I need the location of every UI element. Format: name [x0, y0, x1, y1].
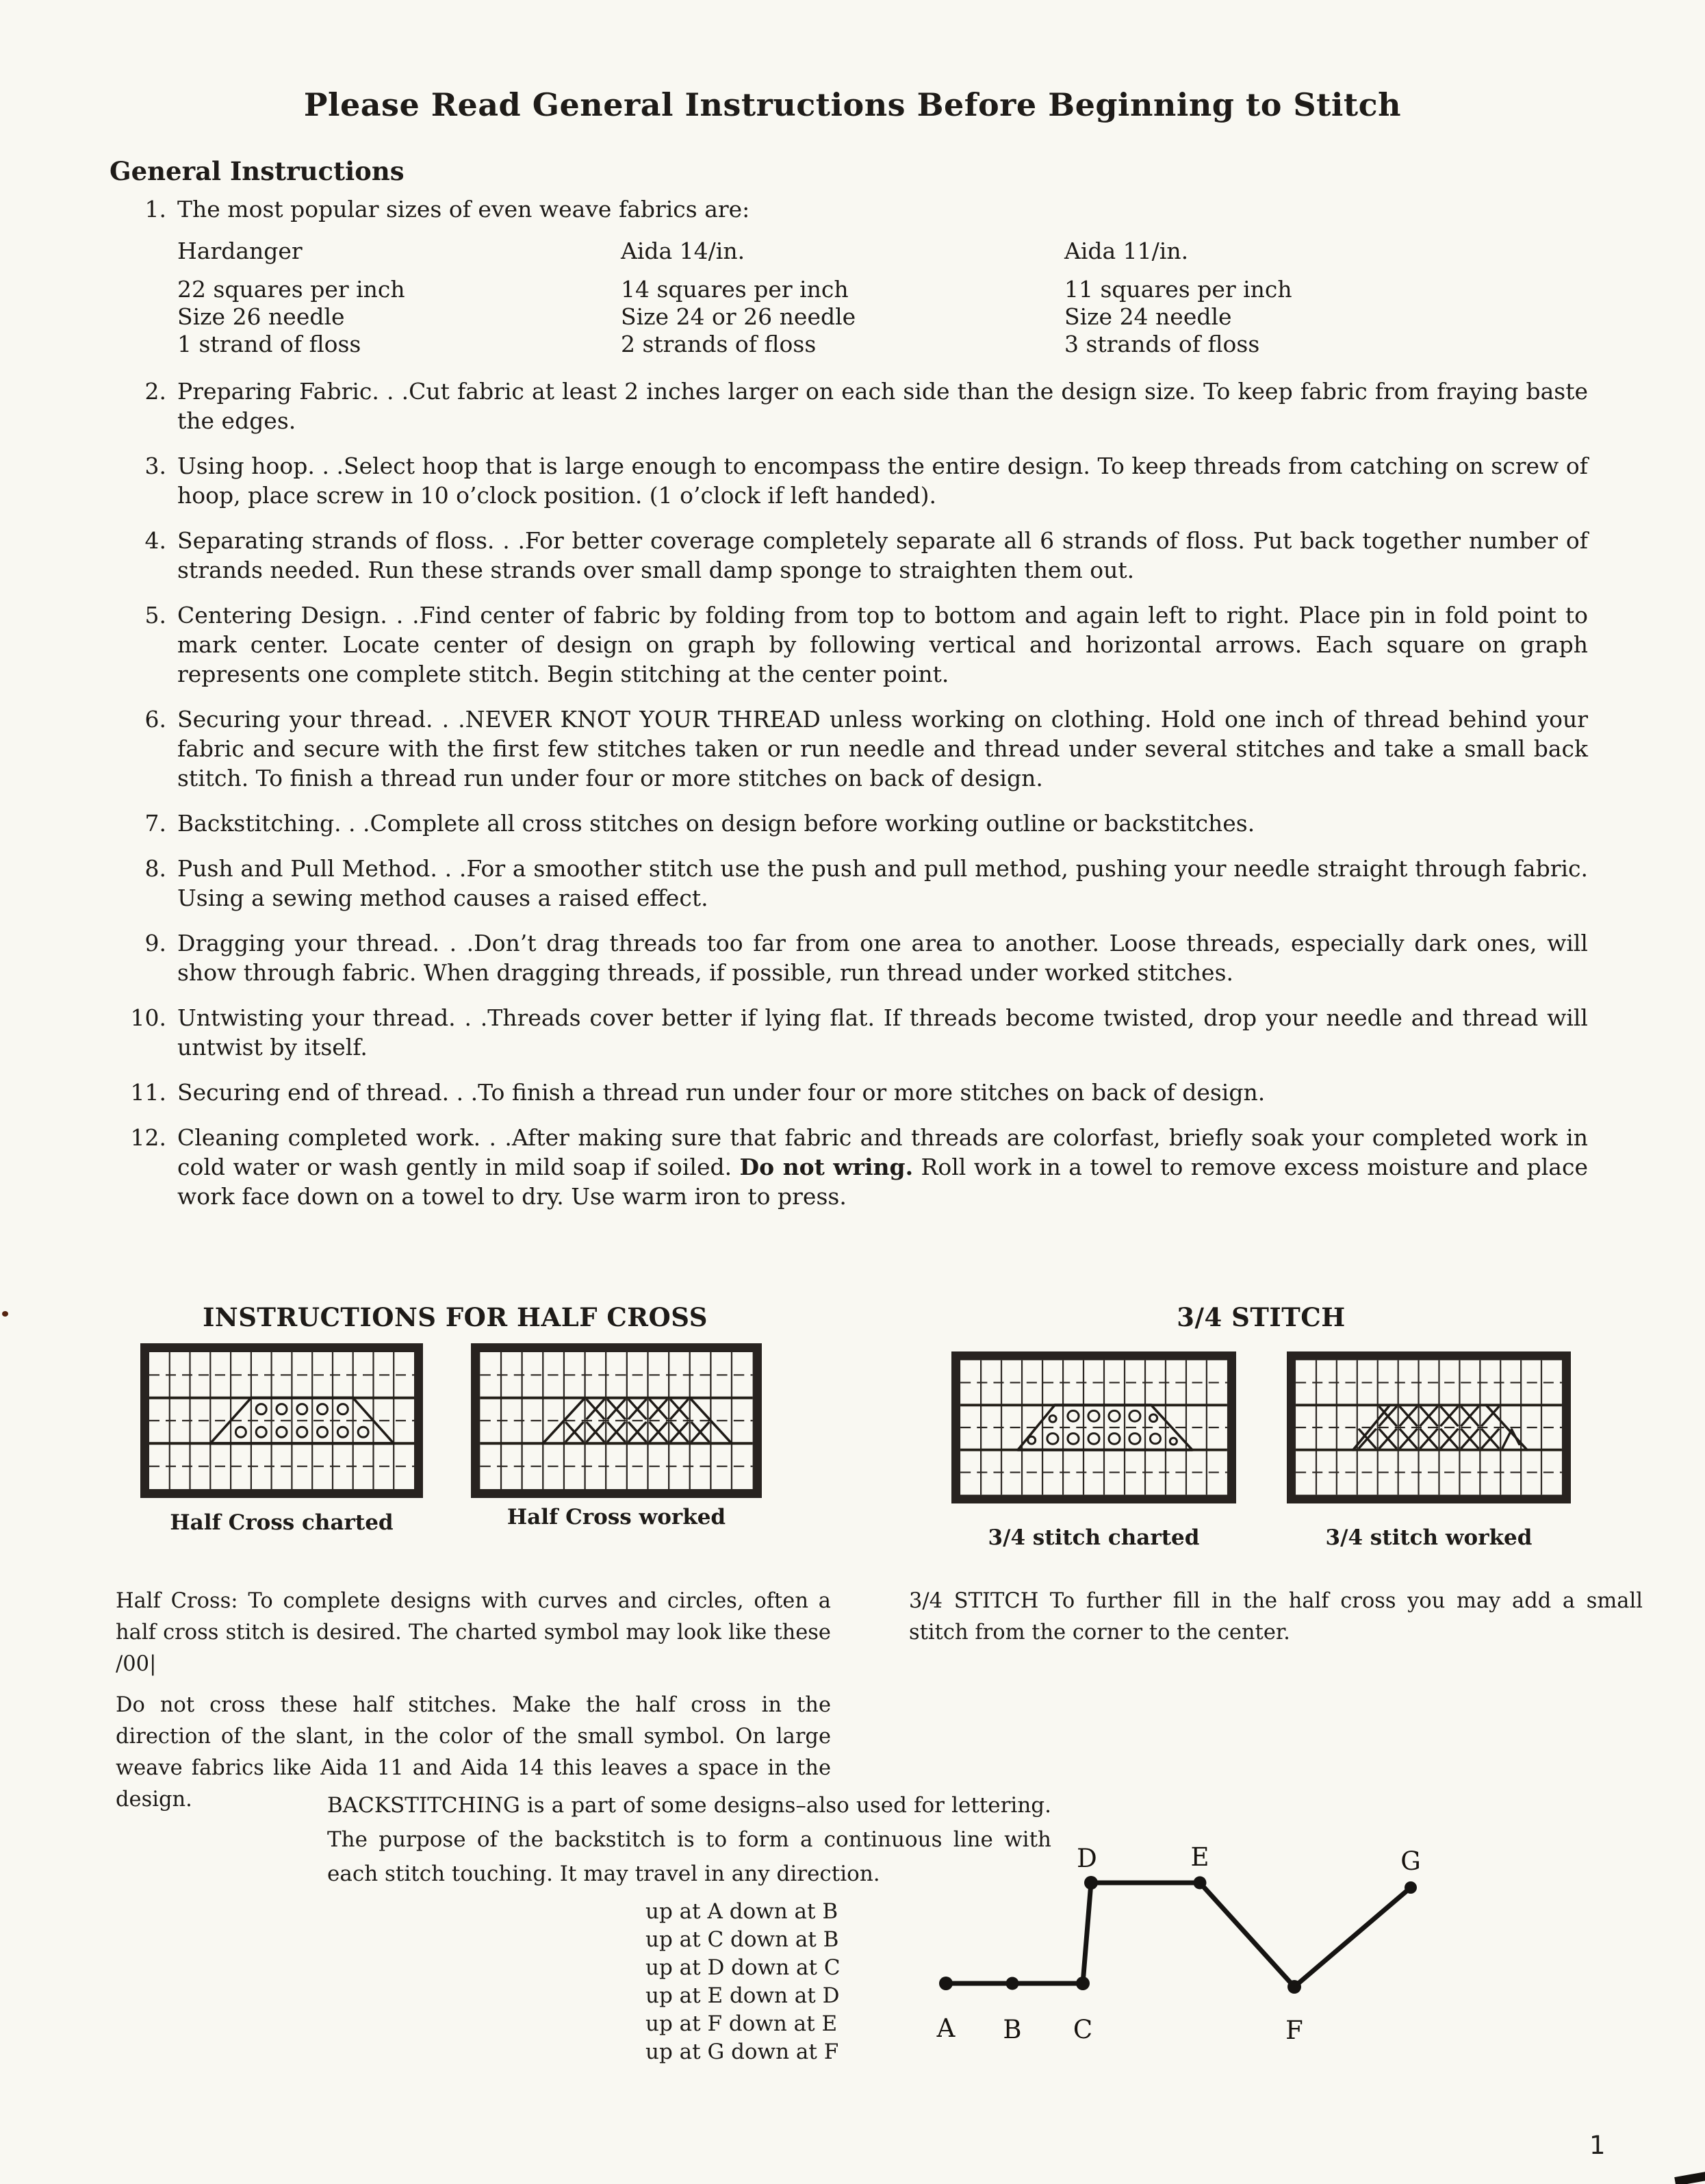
three-quarter-charted-caption: 3/4 stitch charted: [988, 1525, 1200, 1550]
diagram-label-c: C: [1073, 2015, 1093, 2044]
three-quarter-heading: 3/4 STITCH: [1177, 1302, 1346, 1332]
fabric-column-aida14: [621, 238, 1064, 358]
backstitch-step: up at D down at C: [645, 1955, 841, 1980]
item-12-post: Roll work in a towel to remove excess moisture and place work face down on a towel to dry. Use warm iron to press.: [177, 1154, 1588, 1210]
backstitch-step: up at G down at F: [645, 2040, 839, 2064]
item-number: 2.: [144, 378, 166, 405]
half-cross-charted-caption: Half Cross charted: [170, 1510, 394, 1535]
item-number: 4.: [144, 527, 166, 554]
item-number: 8.: [144, 855, 166, 882]
item-text: Centering Design. . .Find center of fabric by folding from top to bottom and again left to right. Place pin in fold point to mark center. Locate center of design on graph by following vertical and horizontal arrows. Each square on graph represents one complete stitch. Begin stitching at the center point.: [177, 602, 1588, 687]
three-quarter-paragraph: 3/4 STITCH To further fill in the half cross you may add a small stitch from the corner to the center.: [909, 1589, 1643, 1645]
fabric-cell: 3 strands of floss: [1064, 331, 1260, 357]
half-cross-paragraph-1: Half Cross: To complete designs with curves and circles, often a half cross stitch is desired. The charted symbol may look like these /00|: [116, 1589, 831, 1676]
fabric-cell: 2 strands of floss: [621, 331, 817, 357]
item-text: Preparing Fabric. . .Cut fabric at least 2 inches larger on each side than the design size. To keep fabric from fraying baste the edges.: [177, 378, 1588, 434]
item-text: Using hoop. . .Select hoop that is large enough to encompass the entire design. To keep threads from catching on screw of hoop, place screw in 10 o’clock position. (1 o’clock if left handed).: [177, 453, 1588, 509]
item-text: [177, 194, 1588, 361]
backstitch-step: up at F down at E: [645, 2011, 838, 2036]
three-quarter-charted-grid: [951, 1351, 1236, 1503]
backstitching-paragraph: BACKSTITCHING is a part of some designs–also used for lettering. The purpose of the backstitch is to form a continuous line with each stitch touching. It may travel in any direction.: [327, 1793, 1051, 1886]
fabric-cell: 1 strand of floss: [177, 331, 361, 357]
half-cross-paragraph-2: Do not cross these half stitches. Make the half cross in the direction of the slant, in the color of the small symbol. On large weave fabrics like Aida 11 and Aida 14 this leaves a space in the design.: [116, 1693, 831, 1812]
half-cross-worked-caption: Half Cross worked: [507, 1505, 726, 1529]
fabric-cell: 22 squares per inch: [177, 276, 405, 303]
three-quarter-worked-grid: [1287, 1351, 1571, 1503]
instruction-item-11: [108, 1078, 1588, 1107]
page-number: 1: [1589, 2131, 1606, 2160]
item-number: 1.: [144, 196, 166, 223]
backstitch-steps: [645, 1898, 841, 2066]
item-text: Securing end of thread. . .To finish a thread run under four or more stitches on back of design.: [177, 1079, 1266, 1106]
backstitch-step: up at A down at B: [645, 1899, 838, 1924]
item-text: [177, 1123, 1588, 1211]
instruction-item-2: [108, 377, 1588, 435]
instruction-item-6: [108, 704, 1588, 793]
instruction-item-9: [108, 928, 1588, 987]
item-number: 12.: [130, 1124, 166, 1151]
half-cross-worked-grid: [471, 1343, 762, 1498]
fabric-cell: 11 squares per inch: [1064, 276, 1292, 303]
item-number: 5.: [144, 602, 166, 628]
instruction-list: [108, 194, 1588, 1227]
instruction-item-3: [108, 451, 1588, 510]
instruction-item-7: [108, 809, 1588, 838]
backstitch-path-diagram: [903, 1838, 1444, 2057]
item-1-lead: The most popular sizes of even weave fabrics are:: [177, 196, 750, 223]
backstitch-step: up at C down at B: [645, 1927, 839, 1952]
instruction-item-5: [108, 600, 1588, 689]
fabric-cell: Size 26 needle: [177, 303, 345, 330]
instruction-item-10: [108, 1003, 1588, 1062]
fabric-size-table: [177, 238, 1588, 358]
page-title: Please Read General Instructions Before Beginning to Stitch: [303, 86, 1402, 123]
item-text: Securing your thread. . .NEVER KNOT YOUR THREAD unless working on clothing. Hold one inch of thread behind your fabric and secure with the first few stitches taken or run needle and thread under several stitches and take a small back stitch. To finish a thread run under four or more stitches on back of design.: [177, 706, 1588, 791]
item-12-pre: Cleaning completed work. . .After making sure that fabric and threads are colorfast, briefly soak your completed work in cold water or wash gently in mild soap if soiled.: [177, 1124, 1588, 1180]
item-text: Backstitching. . .Complete all cross stitches on design before working outline or backstitches.: [177, 810, 1255, 837]
item-number: 7.: [144, 810, 166, 837]
item-text: Push and Pull Method. . .For a smoother stitch use the push and pull method, pushing your needle straight through fabric. Using a sewing method causes a raised effect.: [177, 855, 1588, 911]
fabric-column-header: Hardanger: [177, 238, 303, 264]
diagram-label-a: A: [936, 2014, 956, 2043]
item-number: 3.: [144, 453, 166, 479]
instruction-item-8: [108, 854, 1588, 913]
scan-artifact-dot: [2, 1311, 8, 1317]
three-quarter-worked-caption: 3/4 stitch worked: [1325, 1525, 1533, 1550]
diagram-label-e: E: [1190, 1842, 1209, 1872]
instruction-item-1: [108, 194, 1588, 361]
half-cross-heading: INSTRUCTIONS FOR HALF CROSS: [203, 1302, 708, 1332]
fabric-column-hardanger: [177, 238, 621, 358]
diagram-label-g: G: [1400, 1846, 1421, 1876]
scan-artifact-corner: [1674, 2172, 1705, 2184]
half-cross-paragraphs: [116, 1586, 831, 1816]
half-cross-charted-grid: [140, 1343, 423, 1498]
item-number: 11.: [130, 1079, 166, 1106]
item-number: 6.: [144, 706, 166, 733]
item-12-bold: Do not wring.: [739, 1154, 914, 1180]
diagram-label-f: F: [1285, 2016, 1303, 2045]
fabric-column-header: Aida 14/in.: [621, 238, 745, 264]
fabric-column-aida11: [1064, 238, 1508, 358]
item-number: 9.: [144, 930, 166, 956]
fabric-cell: Size 24 or 26 needle: [621, 303, 856, 330]
item-text: Untwisting your thread. . .Threads cover better if lying flat. If threads become twisted, drop your needle and thread will untwist by itself.: [177, 1004, 1588, 1061]
item-text: Separating strands of floss. . .For better coverage completely separate all 6 strands of floss. Put back together number of strands needed. Run these strands over small damp sponge to straighten them out.: [177, 527, 1588, 583]
instruction-item-4: [108, 526, 1588, 585]
fabric-cell: 14 squares per inch: [621, 276, 849, 303]
diagram-label-b: B: [1003, 2015, 1022, 2044]
backstitch-step: up at E down at D: [645, 1983, 840, 2008]
fabric-column-header: Aida 11/in.: [1064, 238, 1189, 264]
general-instructions-heading: General Instructions: [110, 156, 405, 186]
item-number: 10.: [130, 1004, 166, 1031]
item-text: Dragging your thread. . .Don’t drag threads too far from one area to another. Loose threads, especially dark ones, will show through fabric. When dragging threads, if possible, run thread under worked stitches.: [177, 930, 1588, 986]
fabric-cell: Size 24 needle: [1064, 303, 1232, 330]
diagram-label-d: D: [1077, 1844, 1097, 1873]
instruction-item-12: [108, 1123, 1588, 1211]
